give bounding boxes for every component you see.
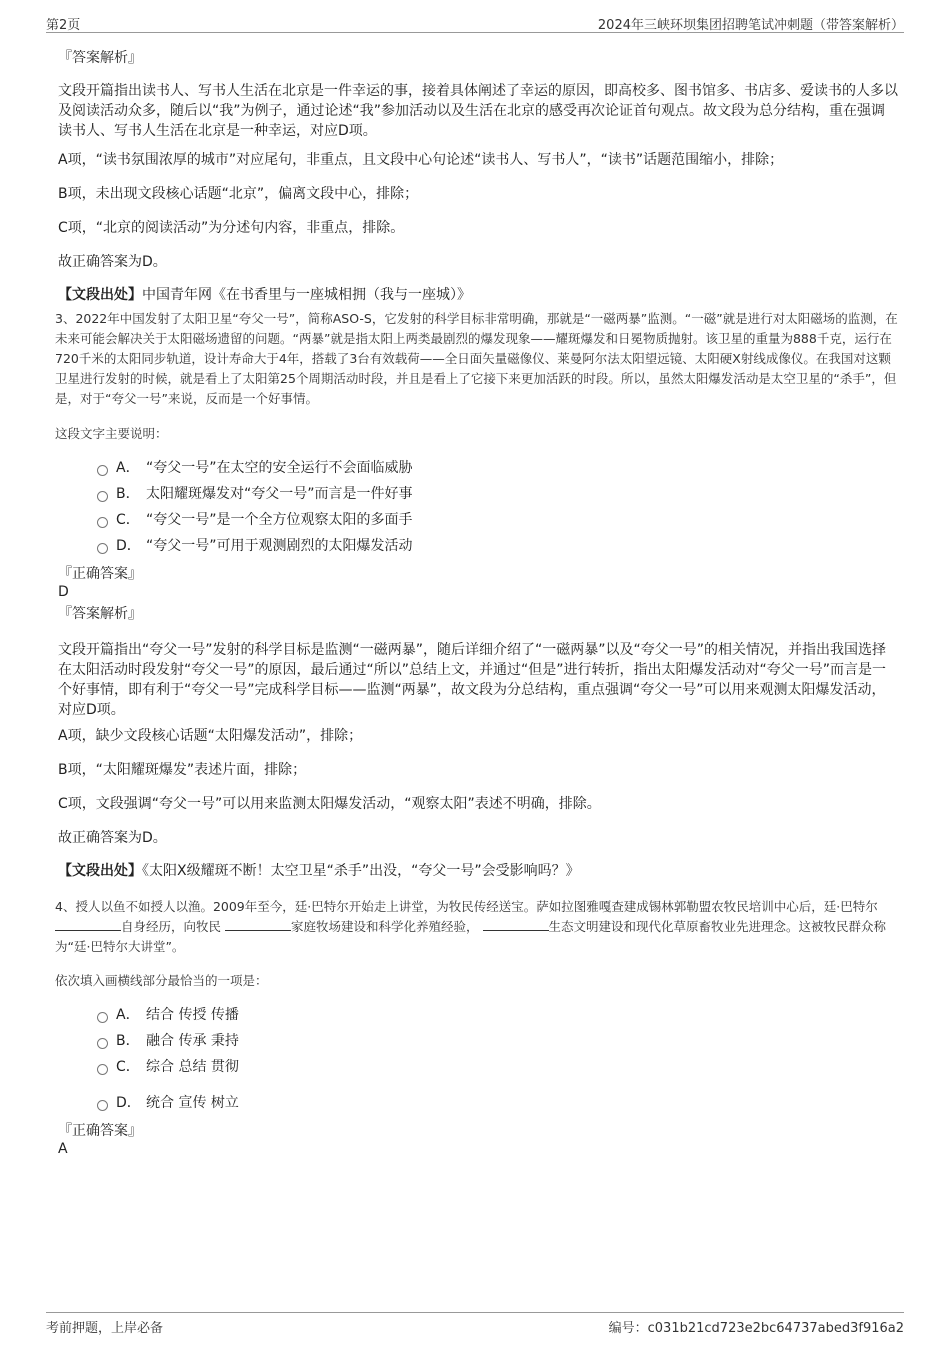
q3-stem: 3、2022年中国发射了太阳卫星“夸父一号”，简称ASO-S，它发射的科学目标非常明确，那就是“一磁两暴”监测。“一磁”就是进行对太阳磁场的监测，在未来可能会解决关于太阳磁场遗留的问题。“两暴”就是指太阳上两类最剧烈的爆发现象——耀斑爆发和日冕物质抛射。该卫星的重量为888千克，运行在720千米的太阳同步轨道，设计寿命大于4年，搭载了3台有效载荷——全日面矢量磁像仪、莱曼阿尔法太阳望远镜、太阳硬X射线成像仪。在我国对这颗卫星进行发射的时候，就是看上了太阳第25个周期活动时段，并且是看上了它接下来更加活跃的时段。所以，虽然太阳爆发活动是太空卫星的“杀手”，但是，对于“夸父一号”来说，反而是一个好事情。 xyxy=(55,311,898,406)
q4-prompt: 依次填入画横线部分最恰当的一项是： xyxy=(55,973,268,988)
q2-source xyxy=(58,285,898,305)
q4-answer-label: 『正确答案』 xyxy=(58,1123,142,1139)
q4-option-b[interactable]: B． 融合 传承 秉持 xyxy=(97,1031,239,1051)
q2-analysis: 文段开篇指出读书人、写书人生活在北京是一件幸运的事，接着具体阐述了幸运的原因，即高校多、图书馆多、书店多、爱读书的人多以及阅读活动众多，随后以“我”为例子，通过论述“我”参加活动以及生活在北京的感受再次论证首句观点。故文段为总分结构，重在强调读书人、写书人生活在北京是一种幸运，对应D项。 xyxy=(58,83,898,139)
q4-answer: A xyxy=(58,1141,68,1157)
fill-blank-2[interactable] xyxy=(225,918,291,931)
q3-analysis: 文段开篇指出“夸父一号”发射的科学目标是监测“一磁两暴”，随后详细介绍了“一磁两暴”以及“夸父一号”的相关情况，并指出我国选择在太阳活动时段发射“夸父一号”的原因，最后通过“所以”总结上文，并通过“但是”进行转折，指出太阳爆发活动对“夸父一号”而言是一个好事情，即有利于“夸父一号”完成科学目标——监测“两暴”，故文段为分总结构，重点强调“夸父一号”可以用来观测太阳爆发活动，对应D项。 xyxy=(58,642,887,718)
q3-prompt: 这段文字主要说明： xyxy=(55,426,168,441)
q3-option-a[interactable]: A． “夸父一号”在太空的安全运行不会面临威胁 xyxy=(97,458,413,478)
radio-icon[interactable] xyxy=(97,1064,108,1075)
q2-source-text: 中国青年网《在书香里与一座城相拥（我与一座城）》 xyxy=(142,287,471,303)
q3-option-d[interactable]: D． “夸父一号”可用于观测剧烈的太阳爆发活动 xyxy=(97,536,413,556)
q3-answer-label: 『正确答案』 xyxy=(58,566,142,582)
page-header xyxy=(46,12,904,33)
q3-option-a-analysis: A项，缺少文段核心话题“太阳爆发活动”，排除； xyxy=(58,728,363,744)
document-id: 编号：c031b21cd723e2bc64737abed3f916a2 xyxy=(608,1321,904,1336)
radio-icon[interactable] xyxy=(97,465,108,476)
q3-option-c-analysis: C项，文段强调“夸父一号”可以用来监测太阳爆发活动，“观察太阳”表述不明确，排除。 xyxy=(58,796,601,812)
q3-option-b[interactable]: B． 太阳耀斑爆发对“夸父一号”而言是一件好事 xyxy=(97,484,413,504)
q3-answer: D xyxy=(58,584,69,600)
q3-source xyxy=(58,861,898,881)
radio-icon[interactable] xyxy=(97,543,108,554)
q2-analysis-label: 『答案解析』 xyxy=(58,50,142,66)
radio-icon[interactable] xyxy=(97,517,108,528)
q3-source-text: 《太阳X级耀斑不断！太空卫星“杀手”出没，“夸父一号”会受影响吗？》 xyxy=(142,863,580,879)
q3-option-c[interactable]: C． “夸父一号”是一个全方位观察太阳的多面手 xyxy=(97,510,413,530)
q2-option-b-analysis: B项，未出现文段核心话题“北京”，偏离文段中心，排除； xyxy=(58,186,419,202)
q3-source-label: 【文段出处】 xyxy=(58,863,142,879)
page-footer xyxy=(46,1312,904,1336)
radio-icon[interactable] xyxy=(97,1012,108,1023)
fill-blank-3[interactable] xyxy=(483,918,549,931)
fill-blank-1[interactable] xyxy=(55,918,121,931)
footer-slogan: 考前押题，上岸必备 xyxy=(46,1321,164,1336)
q2-option-a-analysis: A项，“读书氛围浓厚的城市”对应尾句，非重点，且文段中心句论述“读书人、写书人”，“读书”话题范围缩小，排除； xyxy=(58,152,784,168)
q2-source-label: 【文段出处】 xyxy=(58,287,142,303)
q4-option-d[interactable]: D． 统合 宣传 树立 xyxy=(97,1093,239,1113)
q4-option-a[interactable]: A． 结合 传授 传播 xyxy=(97,1005,239,1025)
q3-analysis-label: 『答案解析』 xyxy=(58,606,142,622)
radio-icon[interactable] xyxy=(97,491,108,502)
q3-option-b-analysis: B项，“太阳耀斑爆发”表述片面，排除； xyxy=(58,762,307,778)
page-number: 第2页 xyxy=(46,18,81,33)
q2-final-answer: 故正确答案为D。 xyxy=(58,254,167,270)
radio-icon[interactable] xyxy=(97,1100,108,1111)
q2-option-c-analysis: C项，“北京的阅读活动”为分述句内容，非重点，排除。 xyxy=(58,220,405,236)
radio-icon[interactable] xyxy=(97,1038,108,1049)
document-title: 2024年三峡环坝集团招聘笔试冲刺题（带答案解析） xyxy=(597,18,904,33)
q4-option-c[interactable]: C． 综合 总结 贯彻 xyxy=(97,1057,239,1077)
q3-final-answer: 故正确答案为D。 xyxy=(58,830,167,846)
q4-stem: 4、授人以鱼不如授人以渔。2009年至今，廷·巴特尔开始走上讲堂，为牧民传经送宝。萨如拉图雅嘎查建成锡林郭勒盟农牧民培训中心后，廷·巴特尔 自身经历，向牧民 家庭牧场建设和科学化养殖经验， 生态文明建设和现代化草原畜牧业先进理念。这被牧民群众称为“廷·巴特尔大讲堂”。 xyxy=(55,899,887,954)
